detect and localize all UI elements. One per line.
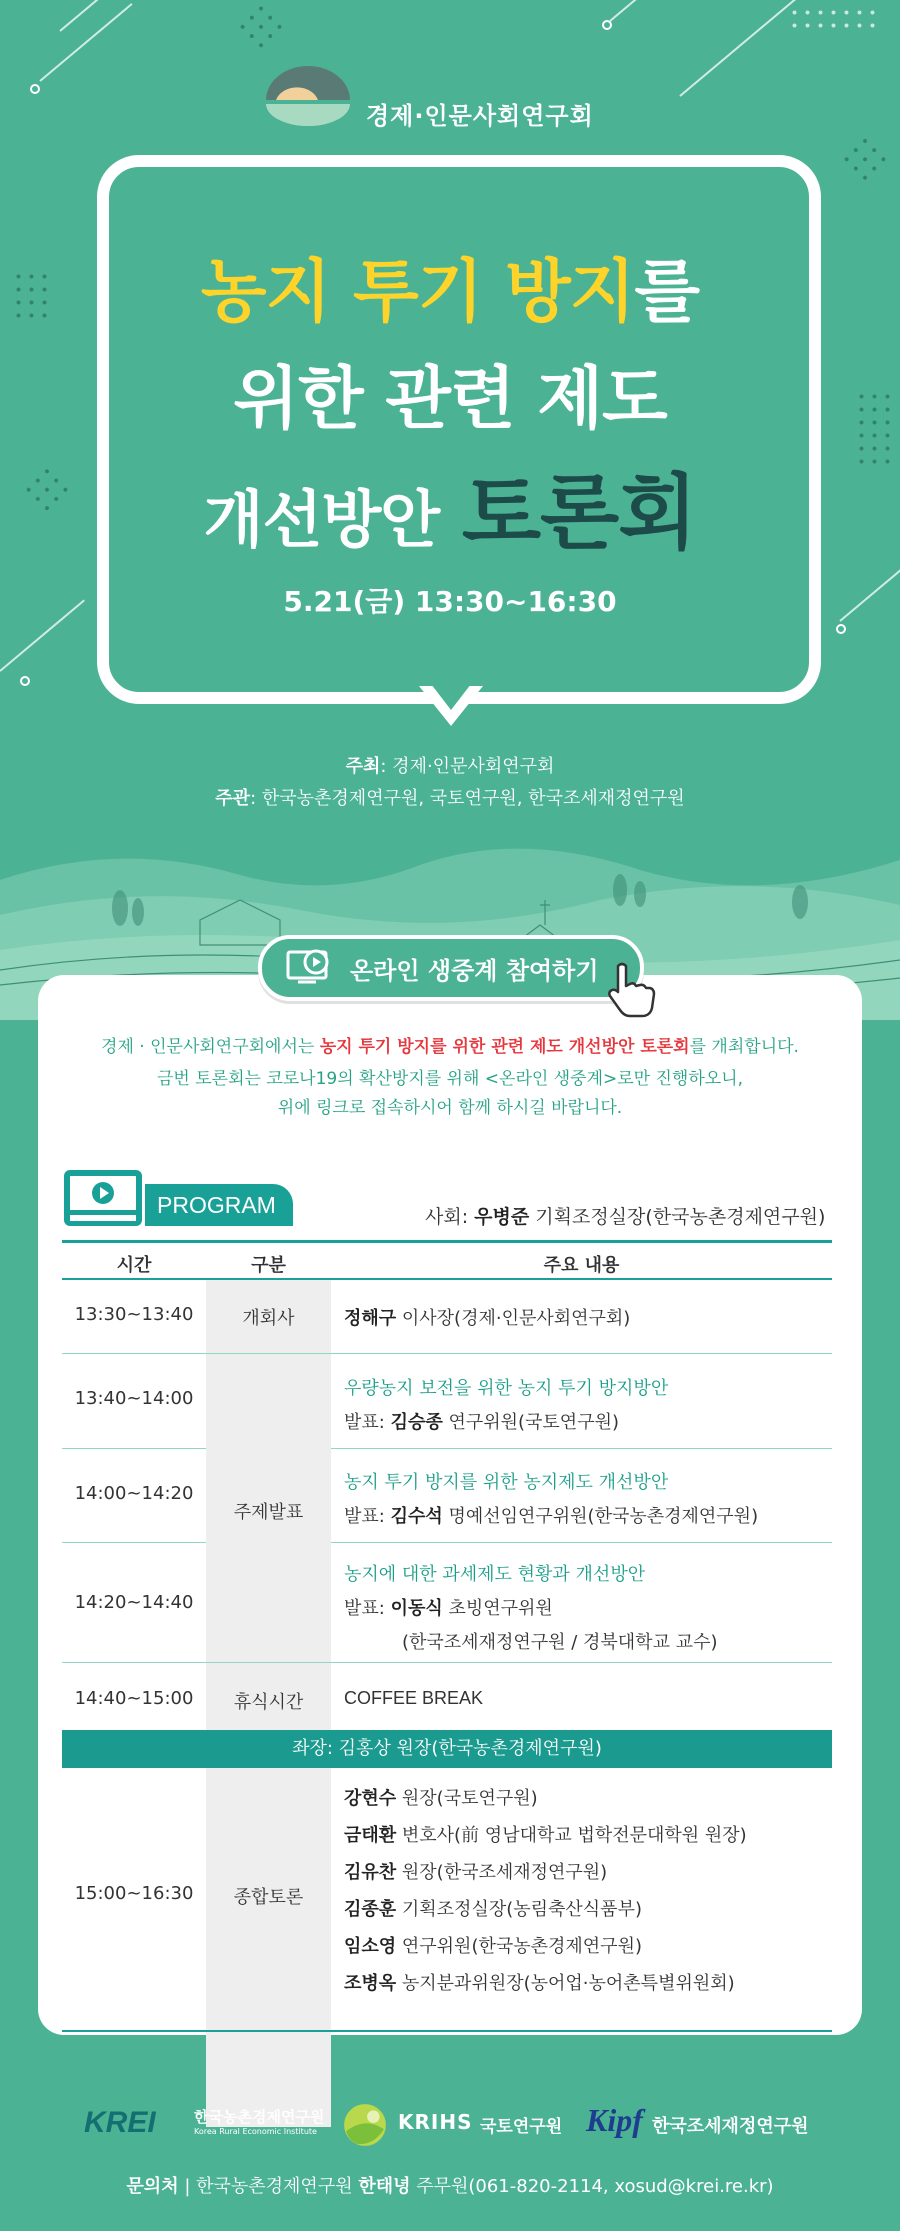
- host-line: [0, 752, 900, 778]
- table-header: [62, 1240, 832, 1280]
- panelist: [344, 1780, 747, 1817]
- moderator-role: 기획조정실장(한국농촌경제연구원): [529, 1206, 826, 1228]
- presenter-role: 연구위원(국토연구원): [442, 1412, 619, 1433]
- krihs-name: 국토연구원: [480, 2117, 563, 2137]
- presenter-name: 김수석: [390, 1506, 443, 1527]
- panelist-role: 농지분과위원장(농어업·농어촌특별위원회): [396, 1973, 735, 1994]
- pointer-hand-icon: [604, 960, 660, 1020]
- panelist: [344, 1928, 747, 1965]
- content-cell: [344, 1558, 717, 1660]
- panelist-name: 김종훈: [344, 1899, 397, 1920]
- intro-line-2: 금번 토론회는 코로나19의 확산방지를 위해 <온라인 생중계>로만 진행하오니,: [156, 1069, 743, 1089]
- contact-info: [0, 2172, 900, 2198]
- title-highlight: 농지 투기 방지: [200, 253, 635, 332]
- presentation-topic: 우량농지 보전을 위한 농지 투기 방지방안: [344, 1378, 669, 1399]
- contact-name: 한태녕: [358, 2176, 411, 2197]
- dot-pattern: [231, 0, 290, 59]
- title-strong: 토론회: [461, 466, 697, 561]
- decorative-circle: [602, 20, 612, 30]
- contact-org: 한국농촌경제연구원: [196, 2176, 359, 2197]
- bubble-tail-inner: [431, 684, 471, 710]
- decorative-line: [59, 0, 106, 32]
- presenter-name: 김승종: [390, 1412, 443, 1433]
- org-title: 경제·인문사회연구회: [366, 102, 594, 130]
- contact-label: 문의처: [126, 2176, 179, 2197]
- presenter-label: 발표:: [344, 1506, 391, 1527]
- category-cell: 주제발표: [233, 1502, 304, 1523]
- row-divider: [62, 1448, 206, 1449]
- panelist-name: 금태환: [344, 1825, 397, 1846]
- organizer-line: [0, 784, 900, 810]
- contact-detail: 주무원(061-820-2114, xosud@krei.re.kr): [410, 2176, 774, 2197]
- decorative-circle: [20, 676, 30, 686]
- title-plain: 개선방안: [203, 483, 440, 556]
- panel-list: [344, 1780, 747, 2002]
- moderator-label: 사회:: [425, 1206, 475, 1228]
- table-bottom-border: [62, 2030, 832, 2032]
- live-stream-button[interactable]: [258, 935, 644, 1001]
- category-cell: 휴식시간: [233, 1692, 304, 1713]
- time-cell: 14:40~15:00: [74, 1688, 194, 1709]
- decorative-line: [609, 0, 672, 22]
- time-cell: 13:40~14:00: [74, 1388, 194, 1409]
- decorative-line: [39, 3, 132, 82]
- decorative-circle: [30, 84, 40, 94]
- panelist-name: 강현수: [344, 1788, 397, 1809]
- partner-logos: [0, 2100, 900, 2150]
- chair-bar: 좌장: 김홍상 원장(한국농촌경제연구원): [62, 1730, 832, 1768]
- panelist-role: 연구위원(한국농촌경제연구원): [396, 1936, 642, 1957]
- header-category: 구분: [251, 1255, 286, 1276]
- krihs-logo: KRIHS: [398, 2110, 473, 2134]
- intro-highlight: 농지 투기 방지를 위한 관련 제도 개선방안 토론회: [319, 1037, 690, 1057]
- row-divider: [62, 1542, 206, 1543]
- row-divider: [331, 1448, 832, 1449]
- krei-name: 한국농촌경제연구원: [194, 2108, 325, 2126]
- panelist: [344, 1891, 747, 1928]
- contact-separator: |: [178, 2176, 197, 2197]
- intro-line-1: [0, 1032, 900, 1057]
- live-stream-label: 온라인 생중계 참여하기: [350, 957, 599, 985]
- decorative-circle: [836, 624, 846, 634]
- content-cell: [344, 1466, 758, 1534]
- kipf-logo: Kipf: [586, 2102, 643, 2138]
- krei-logo: KREI: [84, 2106, 156, 2139]
- presenter-line: [344, 1500, 758, 1534]
- program-label: PROGRAM: [145, 1184, 293, 1226]
- organizer-value: : 한국농촌경제연구원, 국토연구원, 한국조세재정연구원: [250, 788, 685, 809]
- panelist: [344, 1965, 747, 2002]
- presenter-label: 발표:: [344, 1598, 391, 1619]
- content-cell: COFFEE BREAK: [344, 1688, 484, 1708]
- video-play-icon: [286, 948, 334, 984]
- panelist-name: 임소영: [344, 1936, 397, 1957]
- krei-english: Korea Rural Economic Institute: [194, 2127, 317, 2136]
- moderator-info: [425, 1202, 825, 1229]
- presentation-topic: 농지에 대한 과세제도 현황과 개선방안: [344, 1564, 646, 1585]
- time-cell: 14:00~14:20: [74, 1483, 194, 1504]
- presenter-name: 이동식: [390, 1598, 443, 1619]
- panelist-role: 원장(국토연구원): [396, 1788, 538, 1809]
- kipf-name: 한국조세재정연구원: [652, 2116, 809, 2137]
- header-content: 주요 내용: [543, 1255, 620, 1276]
- intro-suffix: 를 개최합니다.: [689, 1037, 799, 1057]
- dot-pattern: [837, 132, 894, 189]
- presentation-topic: 농지 투기 방지를 위한 농지제도 개선방안: [344, 1472, 669, 1493]
- content-cell: [344, 1304, 630, 1330]
- presenter-role: 초빙연구위원: [442, 1598, 553, 1619]
- title-line-3: [0, 448, 900, 565]
- title-line-2: 위한 관련 제도: [233, 360, 667, 439]
- panelist-name: 김유찬: [344, 1862, 397, 1883]
- decorative-line: [679, 0, 803, 97]
- intro-prefix: 경제 · 인문사회연구회에서는: [101, 1037, 320, 1057]
- presenter-label: 발표:: [344, 1412, 391, 1433]
- presenter-affiliation: (한국조세재정연구원 / 경북대학교 교수): [402, 1632, 718, 1653]
- program-monitor-icon: [62, 1168, 144, 1228]
- moderator-name: 우병준: [474, 1206, 530, 1228]
- dot-pattern: [788, 6, 883, 36]
- time-cell: 14:20~14:40: [74, 1592, 194, 1613]
- panelist: [344, 1854, 747, 1891]
- header-time: 시간: [116, 1255, 152, 1276]
- panelist-name: 조병옥: [344, 1973, 397, 1994]
- panelist-role: 변호사(前 영남대학교 법학전문대학원 원장): [396, 1825, 747, 1846]
- time-cell: 15:00~16:30: [74, 1883, 194, 1904]
- category-cell: 개회사: [242, 1308, 295, 1329]
- speaker-name: 정해구: [344, 1308, 397, 1329]
- intro-line-3: 위에 링크로 접속하시어 함께 하시길 바랍니다.: [277, 1098, 623, 1118]
- presenter-line: [344, 1592, 717, 1626]
- organizer-label: 주관: [215, 788, 251, 809]
- presenter-role: 명예선임연구위원(한국농촌경제연구원): [442, 1506, 759, 1527]
- title-suffix: 를: [634, 253, 700, 332]
- event-date: 5.21(금) 13:30~16:30: [283, 585, 617, 618]
- content-cell: [344, 1372, 668, 1440]
- council-logo: [262, 66, 354, 128]
- time-cell: 13:30~13:40: [74, 1304, 194, 1325]
- presenter-line: [344, 1406, 668, 1440]
- category-cell: 종합토론: [233, 1887, 304, 1908]
- krihs-emblem-icon: [342, 2102, 388, 2148]
- panelist-role: 기획조정실장(농림축산식품부): [396, 1899, 642, 1920]
- host-label: 주최: [345, 756, 381, 777]
- panelist-role: 원장(한국조세재정연구원): [396, 1862, 608, 1883]
- row-divider: [62, 1353, 832, 1354]
- row-divider: [331, 1542, 832, 1543]
- panelist: [344, 1817, 747, 1854]
- title-line-1: [0, 238, 900, 335]
- host-value: : 경제·인문사회연구회: [380, 756, 555, 777]
- speaker-role: 이사장(경제·인문사회연구회): [396, 1308, 631, 1329]
- row-divider: [62, 1662, 832, 1663]
